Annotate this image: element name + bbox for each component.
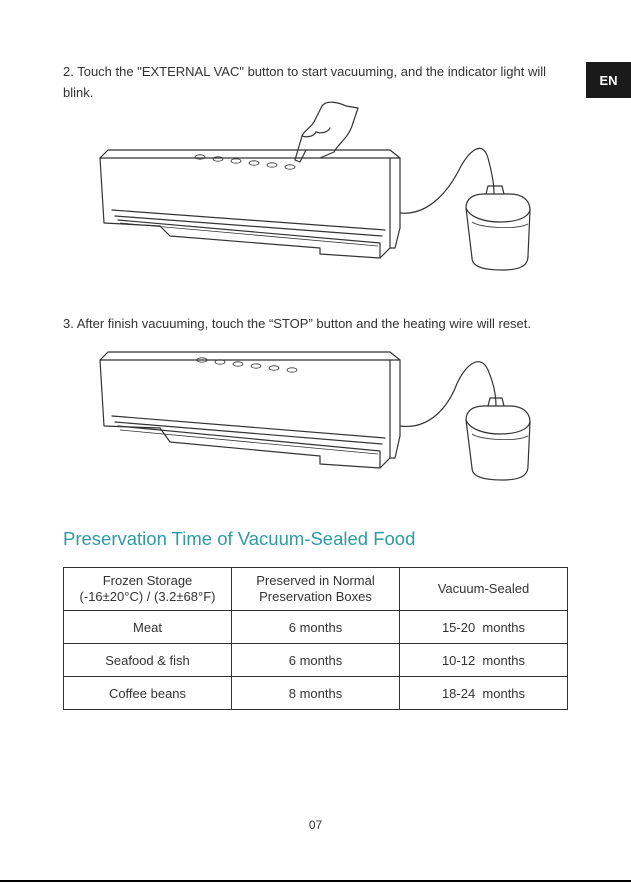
preservation-time-table [63, 567, 568, 710]
vacuum-canister-icon [466, 398, 530, 480]
section-title: Preservation Time of Vacuum-Sealed Food [63, 528, 416, 549]
table-cell: 8 months [232, 677, 400, 710]
vacuum-hose [400, 148, 494, 213]
table-cell: 10-12 months [400, 644, 568, 677]
table-header-cell [64, 568, 232, 611]
vacuum-sealer-body [100, 352, 400, 468]
vacuum-canister-icon [466, 186, 530, 270]
step-3-instruction: 3. After finish vacuuming, touch the “STOP” button and the heating wire will reset. [63, 316, 532, 331]
table-cell: Meat [64, 611, 232, 644]
header-line: (-16±20°C) / (3.2±68°F) [79, 589, 216, 604]
table-row [64, 644, 568, 677]
header-line: Frozen Storage [102, 573, 193, 588]
table-cell: Coffee beans [64, 677, 232, 710]
vacuum-sealer-stop-illustration [90, 346, 540, 496]
table-header-cell [400, 568, 568, 611]
table-cell: Seafood & fish [64, 644, 232, 677]
table-cell: 15-20 months [400, 611, 568, 644]
control-buttons [195, 155, 295, 169]
vacuum-sealer-body [100, 150, 400, 258]
table-header-row [64, 568, 568, 611]
header-line: Preservation Boxes [259, 589, 372, 604]
table-row [64, 611, 568, 644]
vacuum-hose [400, 362, 496, 427]
vacuum-sealer-external-vac-illustration [90, 98, 540, 278]
bottom-divider [0, 880, 631, 882]
table-cell: 6 months [232, 611, 400, 644]
table-row [64, 677, 568, 710]
table-header-cell [232, 568, 400, 611]
table-cell: 6 months [232, 644, 400, 677]
step-2-instruction: 2. Touch the "EXTERNAL VAC" button to start vacuuming, and the indicator light will blink. [63, 64, 547, 100]
table-cell: 18-24 months [400, 677, 568, 710]
language-tab: EN [586, 62, 631, 98]
pointing-hand-icon [295, 102, 358, 162]
header-line: Vacuum-Sealed [437, 581, 530, 596]
header-line: Preserved in Normal [256, 573, 375, 588]
page-number: 07 [308, 818, 323, 832]
